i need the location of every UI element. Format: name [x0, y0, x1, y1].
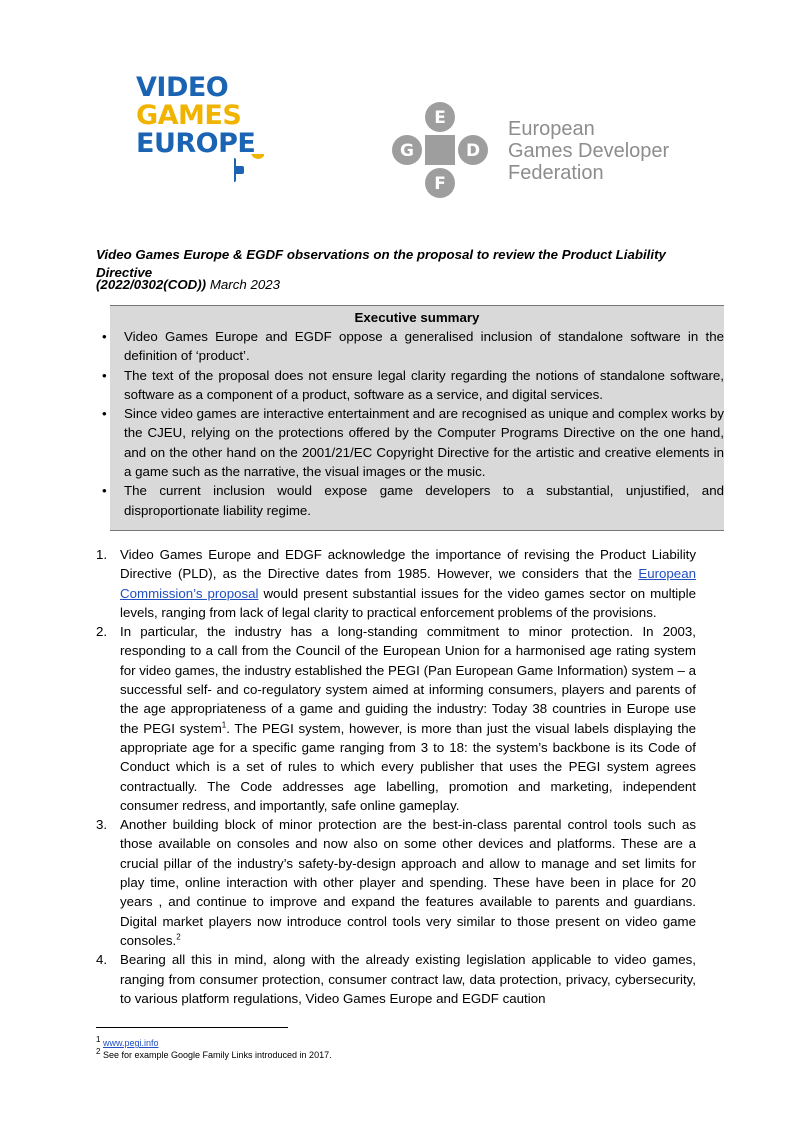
document-date: March 2023 [206, 277, 281, 292]
summary-bullet: • Video Games Europe and EGDF oppose a generalised inclusion of standalone software in the definition of ‘product’. [102, 329, 724, 364]
footnote-divider [96, 1027, 288, 1028]
paragraph-4: 4. Bearing all this in mind, along with the already existing legislation applicable to video games, ranging from consumer protection, consumer contract law, data protection, privacy, cybersecurity, to various platform regulations, Video Games Europe and EGDF caution [96, 952, 696, 1006]
bullet-icon: • [102, 329, 107, 344]
title-line: Video Games Europe & EGDF observations on the proposal to review the Product Liability Directive [96, 247, 666, 280]
paragraph-number: 1. [96, 547, 108, 562]
egdf-cross-icon [390, 100, 490, 200]
bullet-icon: • [102, 367, 107, 383]
paragraph-number: 4. [96, 952, 108, 968]
egdf-letter-e: E [434, 108, 446, 128]
paragraph-2: 2. In particular, the industry has a long-standing commitment to minor protection. In 2003, responding to a call from the Council of the European Union for a harmonised age rating system for video games, the industry established the PEGI (Pan European Game Information) system – a successful self- and co-regulatory system aimed at informing consumers, players and parents of the age appropriateness of a game and guiding the industry: Today 38 countries in Europe use the PEGI system$^1$. The PEGI system, however, is more than just the visual labels displaying the appropriate age for a specific game ranging from 3 to 18: the system’s backbone is its Code of Conduct which is a set of rules to which every publisher that uses the PEGI system agrees contractually. The Code addresses age labelling, promotion and marketing, independent consumer redress, and importantly, safe online gameplay. [96, 624, 696, 813]
logo-line-games: GAMES [136, 100, 242, 131]
pegi-link[interactable]: www.pegi.info [102, 1038, 159, 1048]
egdf-text-line: Games Developer [508, 140, 670, 162]
bullet-icon: • [102, 483, 107, 499]
footnote-1: $^1$ www.pegi.info [96, 1035, 159, 1048]
footnote-2: $^2$ See for example Google Family Links introduced in 2017. [96, 1047, 332, 1060]
egdf-text-line: Federation [508, 162, 604, 184]
bullet-icon: • [102, 406, 107, 422]
egdf-letter-g: G [400, 141, 414, 161]
paragraph-3: 3. Another building block of minor protection are the best-in-class parental control tools such as those available on consoles and now also on some other devices and platforms. These are a crucial pillar of the industry’s safety-by-design approach and allow to manage and set limits for play time, online interaction with other player and spending. These have been in place for 20 years , and continue to improve and expand the features available to parents and guardians. Digital market players now introduce control tools very similar to those present on video game consoles.$^2$ [96, 817, 696, 948]
paragraph-number: 3. [96, 817, 108, 833]
commission-proposal-link[interactable]: European Commission’s proposal [120, 566, 696, 601]
video-games-europe-logo [136, 74, 276, 192]
egdf-letter-f: F [434, 174, 446, 194]
executive-summary-title: Executive summary [354, 310, 480, 325]
summary-bullet: • Since video games are interactive entertainment and are recognised as unique and complex works by the CJEU, relying on the protections offered by the Computer Programs Directive on the one hand, and on the other hand on the 2001/21/EC Copyright Directive for the artistic and creative elements in a game such as the narrative, the visual images or the music. [102, 406, 724, 480]
egdf-letter-d: D [465, 141, 481, 161]
paragraph-1: 1. Video Games Europe and EDGF acknowledge the importance of revising the Product Liability Directive (PLD), as the Directive dates from 1985. However, we considers that the European Commission’s proposal would present substantial issues for the video games sector on multiple levels, ranging from lack of legal clarity to practical enforcement problems of the provisions. [96, 547, 696, 620]
numbered-paragraphs [96, 545, 696, 1008]
footnote-ref-1[interactable]: 1 [221, 720, 227, 730]
logo-line-europe: EUROPE [136, 128, 256, 159]
logo-line-video: VIDEO [136, 72, 229, 103]
footnote-ref-2[interactable]: 2 [176, 932, 181, 942]
summary-bullet: • The current inclusion would expose game developers to a substantial, unjustified, and disproportionate liability regime. [102, 483, 724, 518]
egdf-text-line: European [508, 118, 595, 140]
summary-bullet: • The text of the proposal does not ensure legal clarity regarding the notions of standalone software, software as a component of a product, software as a service, and digital services. [102, 367, 724, 402]
reference-code: (2022/0302(COD)) [96, 277, 207, 292]
executive-summary-box [102, 305, 724, 531]
document-reference [96, 276, 716, 294]
egdf-logo [390, 100, 690, 200]
plus-icon [234, 154, 264, 184]
paragraph-number: 2. [96, 624, 108, 640]
summary-bullet-list [102, 327, 724, 520]
egdf-wordmark [508, 118, 669, 184]
